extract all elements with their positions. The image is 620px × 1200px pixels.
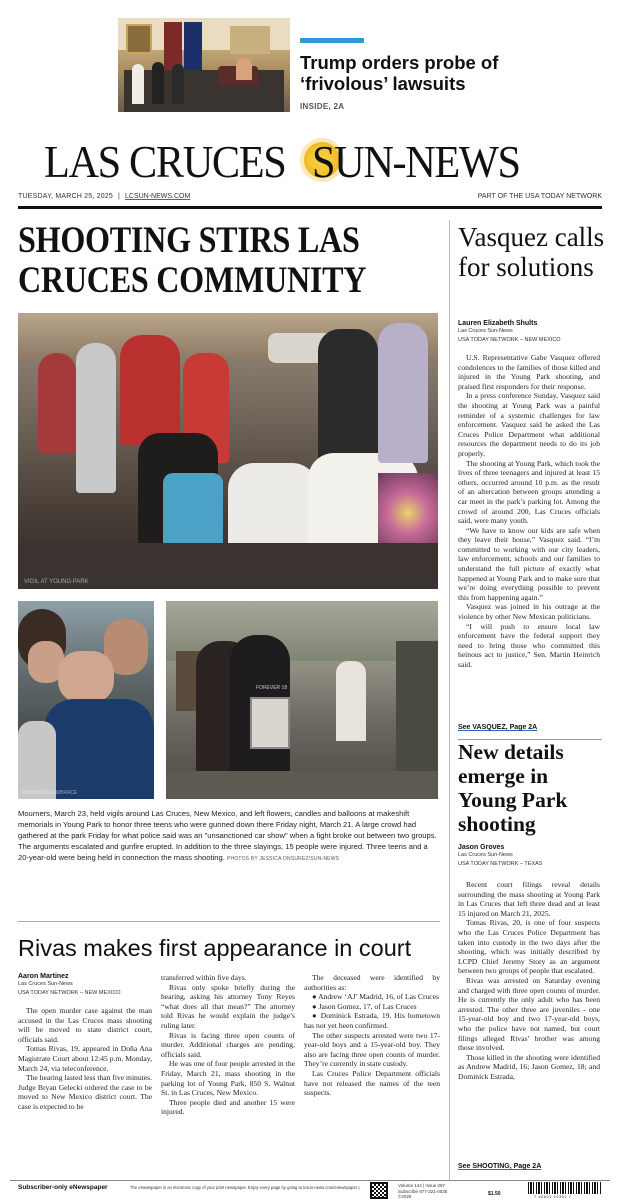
details-paragraph: Those killed in the shooting were identified as Andrew Madrid, 16; Jason Gomez, 18; and Dominick Estrada,	[458, 1052, 600, 1081]
victim-name: Jason Gomez, 17, of Las Cruces	[318, 1001, 417, 1011]
masthead-logo	[40, 132, 580, 190]
vasquez-outlet: Las Cruces Sun-News	[458, 328, 513, 334]
details-paragraph: Tomas Rivas, 20, is one of four suspects who the Las Cruces Police Department has taken into custody in the two days after the shooting, which was initially described by LCPD Chief Jeremy Story as an argument between two groups of people that escalated.	[458, 918, 600, 976]
enewspaper-link[interactable]: lcsun-news.com/enewspaper	[303, 1185, 358, 1190]
lead-photo-credit: PHOTOS BY JESSICA ONSUREZ/SUN-NEWS	[226, 856, 340, 862]
rivas-paragraph: Rivas only spoke briefly during the hearing, asking his attorney Tony Reyes “what does all that mean?” The attorney told Rivas he would explain the judge’s ruling later.	[161, 982, 295, 1030]
footer-text-after	[358, 1185, 360, 1190]
rivas-paragraph: Rivas is facing three open counts of murder. Additional charges are pending, officials said.	[161, 1030, 295, 1059]
vasquez-network: USA TODAY NETWORK – NEW MEXICO	[458, 337, 561, 343]
masthead-name-right: SUN-NEWS	[312, 136, 520, 187]
vasquez-body	[458, 353, 600, 670]
right-rail-divider	[449, 220, 450, 1180]
lead-caption	[18, 808, 440, 865]
date-separator: |	[118, 193, 120, 200]
lead-left-photo-label: MOURNERS EMBRACE	[22, 790, 78, 796]
teaser-accent-bar	[300, 38, 364, 43]
details-jump-link[interactable]: See SHOOTING, Page 2A	[458, 1163, 542, 1170]
rivas-paragraph: Tomas Rivas, 19, appeared in Doña Ana Magistrate Court about 12:45 p.m. Monday, March 24, via teleconference.	[18, 1044, 152, 1073]
lead-divider	[18, 921, 440, 922]
victim-item	[304, 1002, 440, 1012]
vasquez-paragraph: The shooting at Young Park, which took the lives of three teenagers and injured at least 15 others, occurred around 10 p.m. as the result of an altercation between groups attending a car meet in the park’s parking lot. Among the crowd of around 200, Las Cruces officials said, were many youth.	[458, 458, 600, 526]
bullet-icon: ●	[312, 1011, 321, 1021]
vasquez-jump-link[interactable]: See VASQUEZ, Page 2A	[458, 724, 538, 731]
rivas-byline	[18, 973, 138, 998]
lead-main-photo-label: VIGIL AT YOUNG PARK	[24, 579, 89, 585]
bullet-icon: ●	[312, 992, 319, 1002]
details-headline[interactable]: New details emerge in Young Park shooting	[458, 740, 568, 836]
lead-caption-text: Mourners, March 23, held vigils around Las Cruces, New Mexico, and left flowers, candles and balloons at makeshift memorials in Young Park to honor three teens who were gunned down there Friday night, March 21. A large crowd had gathered at the park Friday for what police said was an "unsanctioned car show" when a fight broke out between two groups. The arguments escalated and gunfire erupted. In addition to the three slayings, 15 people were injured. Three teens and a 20-year-old were being held in connection the mass shooting.	[18, 809, 437, 862]
rivas-paragraph: Las Cruces Police Department officials have not released the names of the teen suspects.	[304, 1068, 440, 1098]
rivas-network: USA TODAY NETWORK – NEW MEXICO	[18, 990, 121, 996]
issue-date: TUESDAY, MARCH 25, 2025	[18, 193, 113, 200]
rivas-col-3	[304, 973, 440, 1098]
rivas-paragraph: The open murder case against the man accused in the Las Cruces mass shooting will be moved to state district court, officials said.	[18, 1006, 152, 1044]
vasquez-paragraph: Vasquez was joined in his outrage at the violence by other New Mexican politicians.	[458, 602, 600, 622]
details-paragraph: Recent court filings reveal details surrounding the mass shooting at Young Park in Las Cruces that left three dead and at least 15 injured on March 21, 2025.	[458, 880, 600, 918]
rivas-paragraph: The other suspects arrested were two 17-year-old boys and a 15-year-old boy. They also are facing three open counts of murder. They’re currently in state custody.	[304, 1030, 440, 1069]
details-paragraph: Rivas was arrested on Saturday evening and charged with three open counts of murder. He is currently the only adult who has been arrested. The other three are juveniles - one 15-year-old boy and two 17-year-old boys, who the police have not named, but court filings alleged Rivas’ brother was among those involved.	[458, 975, 600, 1053]
vasquez-byline	[458, 320, 608, 345]
vasquez-paragraph: “I will push to ensure local law enforcement have the federal support they need to bring those who committed this heinous act to justice,” Sen. Martin Heinrich said.	[458, 621, 600, 669]
masthead-rule	[18, 206, 602, 209]
lead-headline[interactable]: SHOOTING STIRS LAS CRUCES COMMUNITY	[18, 219, 367, 300]
footer-title: Subscriber-only eNewspaper	[18, 1184, 108, 1191]
vasquez-headline[interactable]: Vasquez calls for solutions	[458, 222, 605, 282]
rivas-col-2	[161, 973, 295, 1117]
rivas-col-1	[18, 1006, 152, 1112]
vasquez-paragraph: “We have to know our kids are safe when they leave their house,” Vasquez said. “I’m committed to working with our city leaders, law enforcement, schools and our families to understand the full picture of exactly what happened at Young Park and to make sure that we’re doing everything possible to prevent this from happening again.”	[458, 525, 600, 602]
subscribe-info: Subscribe 877-321-0035	[398, 1189, 448, 1194]
rivas-outlet: Las Cruces Sun-News	[18, 981, 73, 987]
bullet-icon: ●	[312, 1001, 319, 1011]
copyright: ©2025	[398, 1194, 412, 1199]
website-link[interactable]: LCSUN-NEWS.COM	[125, 193, 191, 200]
barcode-number: 7 40601 19301 7	[534, 1194, 572, 1199]
volume-info: Volume 144 | Issue 297	[398, 1183, 445, 1188]
lead-right-photo	[166, 601, 438, 799]
teaser-headline[interactable]: Trump orders probe of ‘frivolous’ lawsuits	[300, 52, 499, 94]
barcode-icon	[528, 1182, 602, 1194]
rivas-paragraph: Three people died and another 15 were injured.	[161, 1097, 295, 1117]
rivas-author: Aaron Martinez	[18, 973, 69, 980]
lead-left-photo	[18, 601, 154, 799]
lead-right-photo-label: FOREVER 18	[256, 685, 288, 691]
victim-item	[304, 1011, 440, 1030]
vasquez-author: Lauren Elizabeth Shults	[458, 320, 538, 327]
rivas-paragraph: The hearing lasted less than five minutes. Judge Bryan Gelecki ordered the case to be moved to New Mexico district court. The case is expected to be	[18, 1073, 152, 1111]
vasquez-paragraph: U.S. Representative Gabe Vasquez offered condolences to the families of those killed and injured in the Young Park shooting, and praised first responders for their response.	[458, 353, 600, 391]
details-outlet: Las Cruces Sun-News	[458, 852, 513, 858]
price: $1.50	[488, 1191, 501, 1197]
rivas-paragraph: transferred within five days.	[161, 973, 247, 982]
rivas-paragraph: The deceased were identified by authorities as:	[304, 973, 440, 992]
teaser-photo	[118, 18, 290, 112]
teaser-locator: INSIDE, 2A	[300, 102, 345, 111]
victim-item	[304, 992, 440, 1002]
footer-text-before: The eNewspaper is an electronic copy of your print newspaper. Enjoy every page by going to	[130, 1185, 303, 1190]
rivas-headline[interactable]: Rivas makes first appearance in court	[18, 935, 412, 961]
qr-code-icon[interactable]	[370, 1182, 388, 1199]
footer-text	[130, 1185, 360, 1190]
details-body	[458, 880, 600, 1081]
vasquez-paragraph: In a press conference Sunday, Vasquez said the shooting at Young Park was a painful reminder of a systemic challenges for law enforcement. Vasquez said he asked the Las Cruces Police Department what additional resources the department needs to do its job properly.	[458, 391, 600, 458]
lead-main-photo	[18, 313, 438, 589]
masthead-name-left: LAS CRUCES	[44, 136, 286, 187]
details-network: USA TODAY NETWORK – TEXAS	[458, 861, 543, 867]
victim-name: Andrew ‘AJ’ Madrid, 16, of Las Cruces	[318, 992, 439, 1002]
details-byline	[458, 844, 608, 869]
network-label: PART OF THE USA TODAY NETWORK	[477, 193, 602, 200]
footer-bar	[0, 1181, 620, 1200]
victim-name: Dominick Estrada, 19. His hometown has not yet been confirmed.	[304, 1011, 440, 1030]
rivas-paragraph: He was one of four people arrested in the Friday, March 21, mass shooting in the parking lot of Young Park, 850 S. Walnut St. in Las Cruces, New Mexico.	[161, 1059, 295, 1098]
details-author: Jason Groves	[458, 844, 505, 851]
